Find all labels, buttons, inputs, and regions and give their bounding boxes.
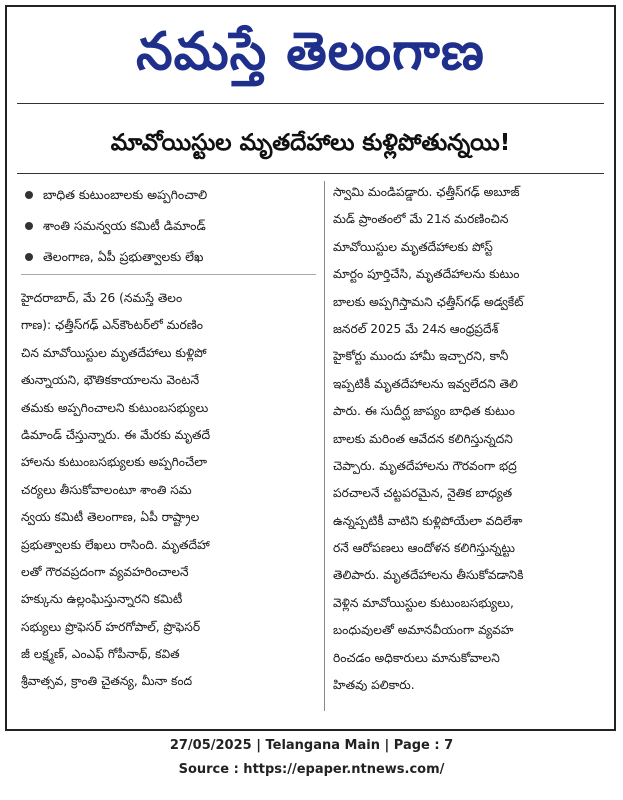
article-line: స్వామి మండిపడ్డారు. ఛత్తీస్‌గఢ్ అబూజ్ <box>333 185 520 199</box>
article-line: ఇప్పటికీ మృతదేహాలను ఇవ్వలేదని తెలి <box>333 376 518 391</box>
article-line: వెళ్లిన మావోయిస్టుల కుటుంబసభ్యులు, <box>333 595 514 610</box>
article-left-column <box>21 179 316 696</box>
bullet-text: శాంతి సమన్వయ కమిటీ డిమాండ్ <box>43 218 206 233</box>
article-line: మార్టం పూర్తిచేసి, మృతదేహాలను కుటుం <box>333 267 520 282</box>
article-line: న్వయ కమిటీ తెలంగాణ, ఏపీ రాష్ట్రాల <box>21 510 200 525</box>
article-line: బంధువులతో అమానవీయంగా వ్యవహ <box>333 623 514 638</box>
clipping-frame <box>5 5 616 731</box>
article-line: పరచాలనే చట్టపరమైన, నైతిక బాధ్యత <box>333 486 513 501</box>
article-line: పారు. ఈ సుదీర్ఘ జాప్యం బాధిత కుటుం <box>333 404 515 419</box>
article-line: హైదరాబాద్, మే 26 (నమస్తే తెలం <box>21 291 183 305</box>
article-line: డిమాండ్ చేస్తున్నారు. ఈ మేరకు మృతదే <box>21 427 211 442</box>
article-body-left <box>21 285 316 696</box>
article-line: బాలకు అప్పగిస్తామని ఛత్తీస్‌గఢ్ అడ్వకేట్ <box>333 294 524 309</box>
article-headline: మావోయిస్టుల మృతదేహాలు కుళ్లిపోతున్నయి! <box>110 130 511 156</box>
article-line: తమకు అప్పగించాలని కుటుంబసభ్యులు <box>21 400 209 415</box>
subheading-bullets <box>21 179 316 272</box>
article-line: మడ్ ప్రాంతంలో మే 21న మరణించిన <box>333 212 509 227</box>
article-line: చర్యలు తీసుకోవాలంటూ శాంతి సమ <box>21 482 192 497</box>
bullet-item <box>21 179 316 210</box>
article-line: మావోయిస్టుల మృతదేహాలకు పోస్ట్ <box>333 239 493 254</box>
article-line: హాలను కుటుంబసభ్యులకు అప్పగించేలా <box>21 455 207 470</box>
article-line: లతో గౌరవప్రదంగా వ్యవహరించాలనే <box>21 564 189 579</box>
footer-edition-line: 27/05/2025 | Telangana Main | Page : 7 <box>169 738 454 753</box>
footer-source-line: Source : https://epaper.ntnews.com/ <box>178 762 445 777</box>
article-line: జీ లక్ష్మణ్, ఎంఎఫ్ గోపీనాథ్, కవిత <box>21 647 180 662</box>
article-line: చెప్పారు. మృతదేహాలను గౌరవంగా భద్ర <box>333 458 517 473</box>
headline-rule <box>17 173 604 174</box>
bullet-dot-icon <box>25 222 33 230</box>
article-line: గాణ): ఛత్తీస్‌గఢ్ ఎన్‌కౌంటర్‌లో మరణిం <box>21 318 203 333</box>
article-line: ఉన్నప్పటికీ వాటిని కుళ్లిపోయేలా వదిలేశా <box>333 513 523 528</box>
article-line: శ్రీవాత్సవ, క్రాంతి చైతన్య, మీనా కంద <box>21 674 193 689</box>
article-line: జనరల్ 2025 మే 24న ఆంధ్రప్రదేశ్ <box>333 321 499 336</box>
bullet-item <box>21 210 316 241</box>
bullet-dot-icon <box>25 253 33 261</box>
article-right-column <box>333 179 613 699</box>
article-line: రనే ఆరోపణలు ఆందోళన కలిగిస్తున్నట్టు <box>333 541 515 556</box>
article-line: హైకోర్టు ముందు హామీ ఇచ్చారని, కానీ <box>333 349 509 364</box>
article-line: చిన మావోయిస్టుల మృతదేహాలు కుళ్లిపో <box>21 345 207 360</box>
masthead-rule <box>17 103 604 104</box>
article-body-right <box>333 179 613 699</box>
bullet-item <box>21 241 316 272</box>
column-divider <box>324 181 325 711</box>
bullet-text: తెలంగాణ, ఏపీ ప్రభుత్వాలకు లేఖ <box>43 249 204 264</box>
bullet-dot-icon <box>25 191 33 199</box>
article-line: తున్నాయని, భౌతికకాయాలను వెంటనే <box>21 373 200 388</box>
article-line: హితవు పలికారు. <box>333 678 415 693</box>
article-line: హక్కును ఉల్లంఘిస్తున్నారని కమిటీ <box>21 592 183 607</box>
bullet-divider <box>21 274 316 275</box>
article-line: తెలిపారు. మృతదేహాలను తీసుకోవడానికి <box>333 568 524 583</box>
newspaper-masthead: నమస్తే తెలంగాణ <box>136 21 485 82</box>
article-line: బాలకు మరింత ఆవేదన కలిగిస్తున్నదని <box>333 431 513 446</box>
bullet-text: బాధిత కుటుంబాలకు అప్పగించాలి <box>43 187 208 202</box>
article-line: సభ్యులు ప్రొఫెసర్ హరగోపాల్, ప్రొఫెసర్ <box>21 619 201 634</box>
article-line: ప్రభుత్వాలకు లేఖలు రాసింది. మృతదేహా <box>21 537 210 552</box>
article-line: రించడం అధికారులు మానుకోవాలని <box>333 650 500 665</box>
